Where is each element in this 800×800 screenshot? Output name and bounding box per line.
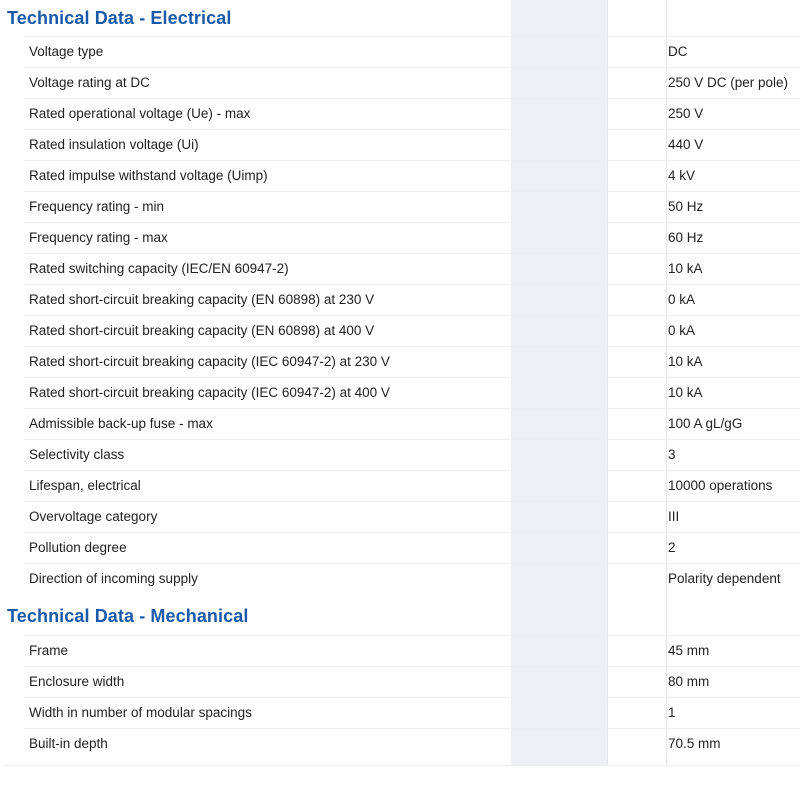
row-label: Rated short-circuit breaking capacity (IEC 60947-2) at 230 V [29, 354, 390, 369]
row-label: Direction of incoming supply [29, 571, 198, 586]
table-row [24, 67, 800, 98]
row-value: DC [668, 44, 688, 59]
row-value: 440 V [668, 137, 704, 152]
table-row [24, 666, 800, 697]
row-label: Rated short-circuit breaking capacity (IEC 60947-2) at 400 V [29, 385, 390, 400]
row-label: Rated short-circuit breaking capacity (EN 60898) at 400 V [29, 323, 375, 338]
row-value: 10000 operations [668, 478, 773, 493]
row-label: Built-in depth [29, 736, 108, 751]
table-row [24, 563, 800, 594]
row-label: Voltage type [29, 44, 104, 59]
row-label: Frame [29, 643, 69, 658]
row-value: 45 mm [668, 643, 710, 658]
row-label: Overvoltage category [29, 509, 158, 524]
table-row [24, 284, 800, 315]
row-label: Rated switching capacity (IEC/EN 60947-2) [29, 261, 289, 276]
row-label: Rated operational voltage (Ue) - max [29, 106, 251, 121]
row-label: Admissible back-up fuse - max [29, 416, 213, 431]
row-value: 100 A gL/gG [668, 416, 743, 431]
table-row [24, 501, 800, 532]
row-value: 250 V DC (per pole) [668, 75, 789, 90]
section-title-electrical: Technical Data - Electrical [7, 8, 232, 28]
table-row [24, 129, 800, 160]
table-row [24, 377, 800, 408]
table-row [24, 191, 800, 222]
row-value: 0 kA [668, 292, 696, 307]
row-label: Rated insulation voltage (Ui) [29, 137, 199, 152]
table-row [24, 315, 800, 346]
row-value: 2 [668, 540, 676, 555]
row-label: Frequency rating - max [29, 230, 168, 245]
row-value: 80 mm [668, 674, 710, 689]
table-row [24, 532, 800, 563]
row-value: 1 [668, 705, 676, 720]
row-label: Lifespan, electrical [29, 478, 141, 493]
row-value: 50 Hz [668, 199, 704, 214]
table-row [24, 160, 800, 191]
row-value: 10 kA [668, 261, 703, 276]
row-value: 0 kA [668, 323, 696, 338]
row-label: Voltage rating at DC [29, 75, 150, 90]
table-row [24, 439, 800, 470]
row-value: 10 kA [668, 385, 703, 400]
row-label: Selectivity class [29, 447, 125, 462]
table-row [24, 635, 800, 666]
table-row [24, 470, 800, 501]
row-value: 250 V [668, 106, 704, 121]
row-label: Rated impulse withstand voltage (Uimp) [29, 168, 268, 183]
technical-data-sheet [4, 0, 800, 766]
table-row [24, 98, 800, 129]
table-row [24, 253, 800, 284]
row-value: Polarity dependent [668, 571, 781, 586]
table-row [24, 346, 800, 377]
row-value: 3 [668, 447, 676, 462]
table-row [24, 36, 800, 67]
table-row [24, 697, 800, 728]
row-value: 70.5 mm [668, 736, 721, 751]
table-row [24, 222, 800, 253]
row-label: Enclosure width [29, 674, 125, 689]
table-row [24, 408, 800, 439]
row-value: 4 kV [668, 168, 696, 183]
row-label: Pollution degree [29, 540, 127, 555]
row-label: Frequency rating - min [29, 199, 165, 214]
row-value: 10 kA [668, 354, 703, 369]
section-title-mechanical: Technical Data - Mechanical [7, 606, 249, 626]
row-value: III [668, 509, 680, 524]
row-label: Rated short-circuit breaking capacity (EN 60898) at 230 V [29, 292, 375, 307]
row-value: 60 Hz [668, 230, 704, 245]
row-label: Width in number of modular spacings [29, 705, 252, 720]
table-row [24, 728, 800, 759]
